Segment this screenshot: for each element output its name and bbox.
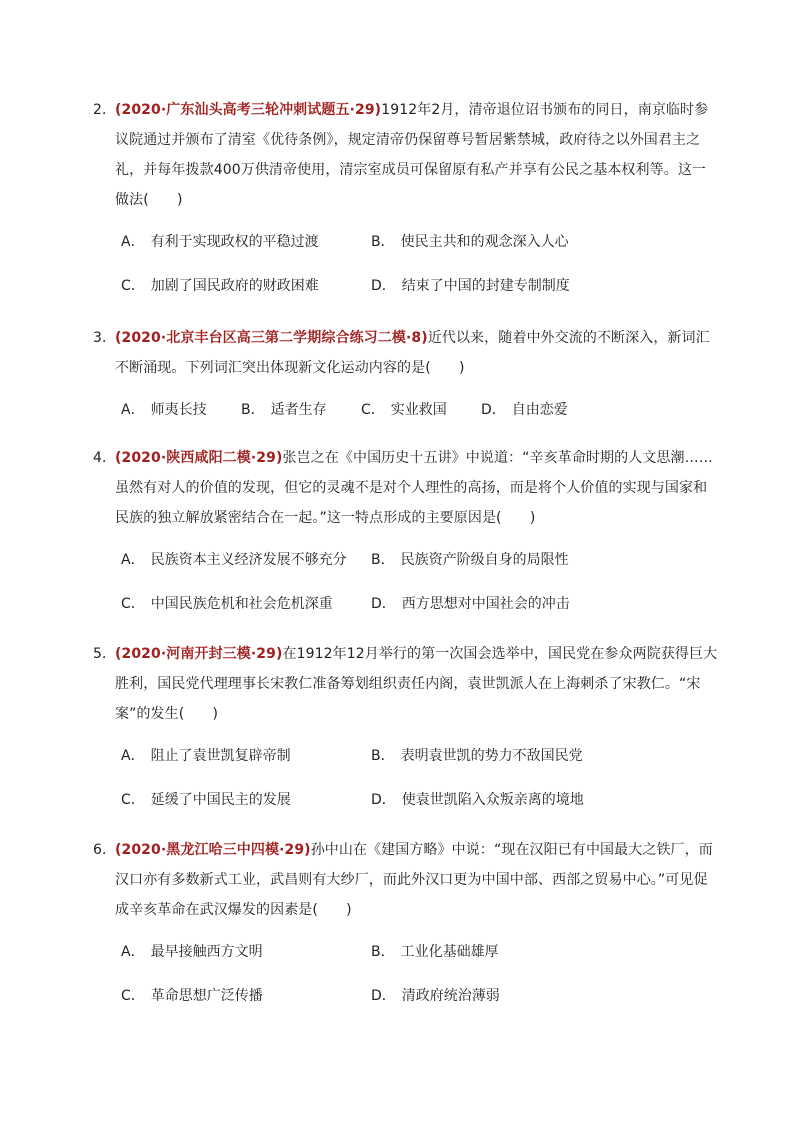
option-letter: A． — [121, 234, 145, 250]
option-letter: C． — [361, 402, 385, 418]
option-c[interactable] — [121, 275, 371, 297]
options — [93, 745, 718, 811]
question-text: 张岂之在《中国历史十五讲》中说道：“辛亥革命时期的人文思潮……虽然有对人的价值的发现，但它的灵魂不是对个人理性的高扬，而是将个人价值的实现与国家和民族的独立解放紧密结合在一起。”这一特点形成的主要原因是( ) — [115, 450, 713, 526]
question-text: 1912年2月，清帝退位诏书颁布的同日，南京临时参议院通过并颁布了清室《优待条例》，规定清帝仍保留尊号暂居紫禁城，政府待之以外国君主之礼，并每年拨款400万供清帝使用，清宗室成员可保留原有私产并享有公民之基本权利等。这一做法( ) — [115, 102, 709, 208]
option-text: 有利于实现政权的平稳过渡 — [150, 234, 319, 250]
option-c[interactable] — [121, 789, 371, 811]
option-letter: B． — [241, 402, 265, 418]
option-letter: B． — [371, 748, 395, 764]
option-letter: A． — [121, 402, 145, 418]
option-letter: A． — [121, 944, 145, 960]
question-4 — [93, 443, 718, 615]
question-number: 5． — [93, 646, 117, 662]
question-number: 6． — [93, 842, 117, 858]
question-text: 孙中山在《建国方略》中说：“现在汉阳已有中国最大之铁厂，而汉口亦有多数新式工业，武昌则有大纱厂，而此外汉口更为中国中部、西部之贸易中心。”可见促成辛亥革命在武汉爆发的因素是( ) — [115, 842, 713, 918]
option-text: 使袁世凯陷入众叛亲离的境地 — [401, 792, 584, 808]
option-a[interactable] — [121, 231, 371, 253]
option-c[interactable] — [361, 399, 481, 421]
option-text: 革命思想广泛传播 — [150, 988, 263, 1004]
question-number: 4． — [93, 450, 117, 466]
option-text: 最早接触西方文明 — [150, 944, 263, 960]
option-b[interactable] — [371, 231, 621, 253]
option-text: 实业救国 — [390, 402, 447, 418]
option-c[interactable] — [121, 985, 371, 1007]
options — [93, 941, 718, 1007]
option-letter: D． — [371, 988, 396, 1004]
option-letter: C． — [121, 988, 145, 1004]
option-text: 工业化基础雄厚 — [400, 944, 499, 960]
option-b[interactable] — [371, 745, 621, 767]
option-text: 西方思想对中国社会的冲击 — [401, 596, 570, 612]
option-text: 清政府统治薄弱 — [401, 988, 500, 1004]
option-text: 民族资产阶级自身的局限性 — [400, 552, 569, 568]
option-row — [121, 745, 718, 767]
option-text: 表明袁世凯的势力不敌国民党 — [400, 748, 583, 764]
option-row — [121, 549, 718, 571]
option-a[interactable] — [121, 399, 241, 421]
option-letter: B． — [371, 234, 395, 250]
question-5 — [93, 639, 718, 811]
option-text: 中国民族危机和社会危机深重 — [150, 596, 333, 612]
question-stem — [93, 835, 718, 925]
option-text: 自由恋爱 — [511, 402, 568, 418]
option-letter: A． — [121, 748, 145, 764]
option-d[interactable] — [371, 275, 621, 297]
option-row — [121, 593, 718, 615]
option-a[interactable] — [121, 549, 371, 571]
options — [93, 549, 718, 615]
option-text: 加剧了国民政府的财政困难 — [150, 278, 319, 294]
option-text: 适者生存 — [270, 402, 327, 418]
question-source: (2020·广东汕头高考三轮冲刺试题五·29) — [115, 102, 382, 118]
option-letter: A． — [121, 552, 145, 568]
option-d[interactable] — [371, 593, 621, 615]
question-source: (2020·北京丰台区高三第二学期综合练习二模·8) — [115, 330, 428, 346]
option-letter: C． — [121, 278, 145, 294]
option-b[interactable] — [241, 399, 361, 421]
option-d[interactable] — [371, 789, 621, 811]
option-letter: D． — [371, 792, 396, 808]
option-letter: D． — [371, 278, 396, 294]
option-text: 阻止了袁世凯复辟帝制 — [150, 748, 291, 764]
question-stem — [93, 95, 718, 215]
option-text: 结束了中国的封建专制制度 — [401, 278, 570, 294]
options — [93, 399, 718, 421]
option-b[interactable] — [371, 941, 621, 963]
option-letter: D． — [371, 596, 396, 612]
option-row — [121, 985, 718, 1007]
option-letter: C． — [121, 792, 145, 808]
question-number: 2． — [93, 102, 117, 118]
option-c[interactable] — [121, 593, 371, 615]
question-text: 在1912年12月举行的第一次国会选举中，国民党在参众两院获得巨大胜利，国民党代理理事长宋教仁准备筹划组织责任内阁，袁世凯派人在上海刺杀了宋教仁。“宋案”的发生( ) — [115, 646, 718, 722]
question-text: 近代以来，随着中外交流的不断深入，新词汇不断涌现。下列词汇突出体现新文化运动内容的是( ) — [115, 330, 710, 376]
question-number: 3． — [93, 330, 117, 346]
option-text: 延缓了中国民主的发展 — [150, 792, 291, 808]
option-letter: C． — [121, 596, 145, 612]
option-row — [121, 789, 718, 811]
option-letter: B． — [371, 944, 395, 960]
question-source: (2020·陕西咸阳二模·29) — [115, 450, 283, 466]
option-row — [121, 941, 718, 963]
question-stem — [93, 323, 718, 383]
question-6 — [93, 835, 718, 1007]
question-2 — [93, 95, 718, 297]
option-text: 民族资本主义经济发展不够充分 — [150, 552, 347, 568]
question-source: (2020·河南开封三模·29) — [115, 646, 283, 662]
question-stem — [93, 443, 718, 533]
question-stem — [93, 639, 718, 729]
option-row — [121, 231, 718, 253]
option-text: 师夷长技 — [150, 402, 207, 418]
option-letter: D． — [481, 402, 506, 418]
option-d[interactable] — [371, 985, 621, 1007]
question-3 — [93, 323, 718, 421]
option-a[interactable] — [121, 745, 371, 767]
option-text: 使民主共和的观念深入人心 — [400, 234, 569, 250]
option-a[interactable] — [121, 941, 371, 963]
options — [93, 231, 718, 297]
option-letter: B． — [371, 552, 395, 568]
question-source: (2020·黑龙江哈三中四模·29) — [115, 842, 311, 858]
option-b[interactable] — [371, 549, 621, 571]
option-row — [121, 399, 718, 421]
option-row — [121, 275, 718, 297]
option-d[interactable] — [481, 399, 601, 421]
